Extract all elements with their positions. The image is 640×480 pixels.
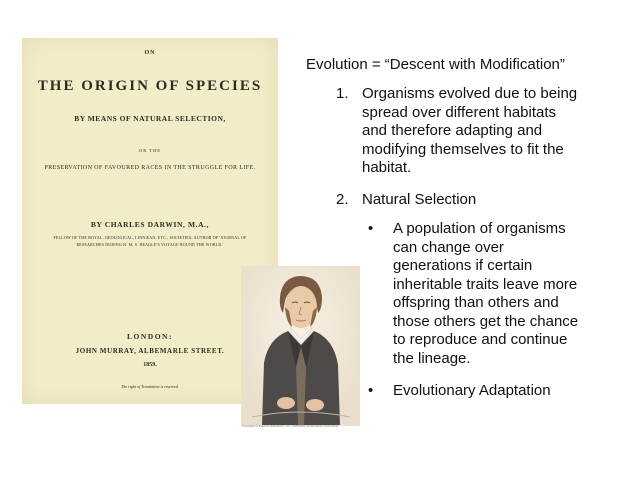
title-page-title: THE ORIGIN OF SPECIES [37,78,263,94]
title-page-year: 1859. [143,362,157,368]
bullet-symbol: • [368,220,374,237]
darwin-portrait-image [241,266,360,426]
slide-text [306,56,636,399]
item-text: Organisms evolved due to being spread over different habitats and therefore adapting and modifying themselves to fit the habitat. [362,85,578,176]
title-page-preservation: PRESERVATION OF FAVOURED RACES IN THE STRUGGLE FOR LIFE. [44,165,256,171]
title-page-author: BY CHARLES DARWIN, M.A., [90,220,210,229]
title-page-subtitle: BY MEANS OF NATURAL SELECTION, [74,114,226,123]
title-page-on: ON [144,50,156,56]
title-page-city: LONDON: [127,332,173,341]
portrait-drawing [242,267,359,425]
item-number: 2. [336,191,349,208]
bullet-text: A population of organisms can change over generations if certain inheritable traits leave more offspring than others and those others get the chance to reproduce and continue the lineage. [393,220,579,367]
bullet-symbol: • [368,382,374,399]
title-page-or-the: OR THE [138,148,162,153]
slide-heading: Evolution = “Descent with Modification” [306,56,565,73]
item-number: 1. [336,85,349,102]
title-page-publisher: JOHN MURRAY, ALBEMARLE STREET. [75,347,225,355]
portrait-copyright-caption: Copyright © Pearson Education, Inc., publishing as Benjamin Cummings [242,424,339,428]
title-page-credentials: FELLOW OF THE ROYAL, GEOLOGICAL, LINNÆAN, ETC., SOCIETIES; AUTHOR OF 'JOURNAL OF RESEARCHES DURING H. M. S. BEAGLE'S VOYAGE ROUND THE WORLD.' [53,235,247,247]
bullet-text: Evolutionary Adaptation [393,382,551,399]
item-text: Natural Selection [362,191,477,208]
book-title-page-image [22,38,278,404]
title-page-rights: The right of Translation is reserved. [121,384,179,389]
